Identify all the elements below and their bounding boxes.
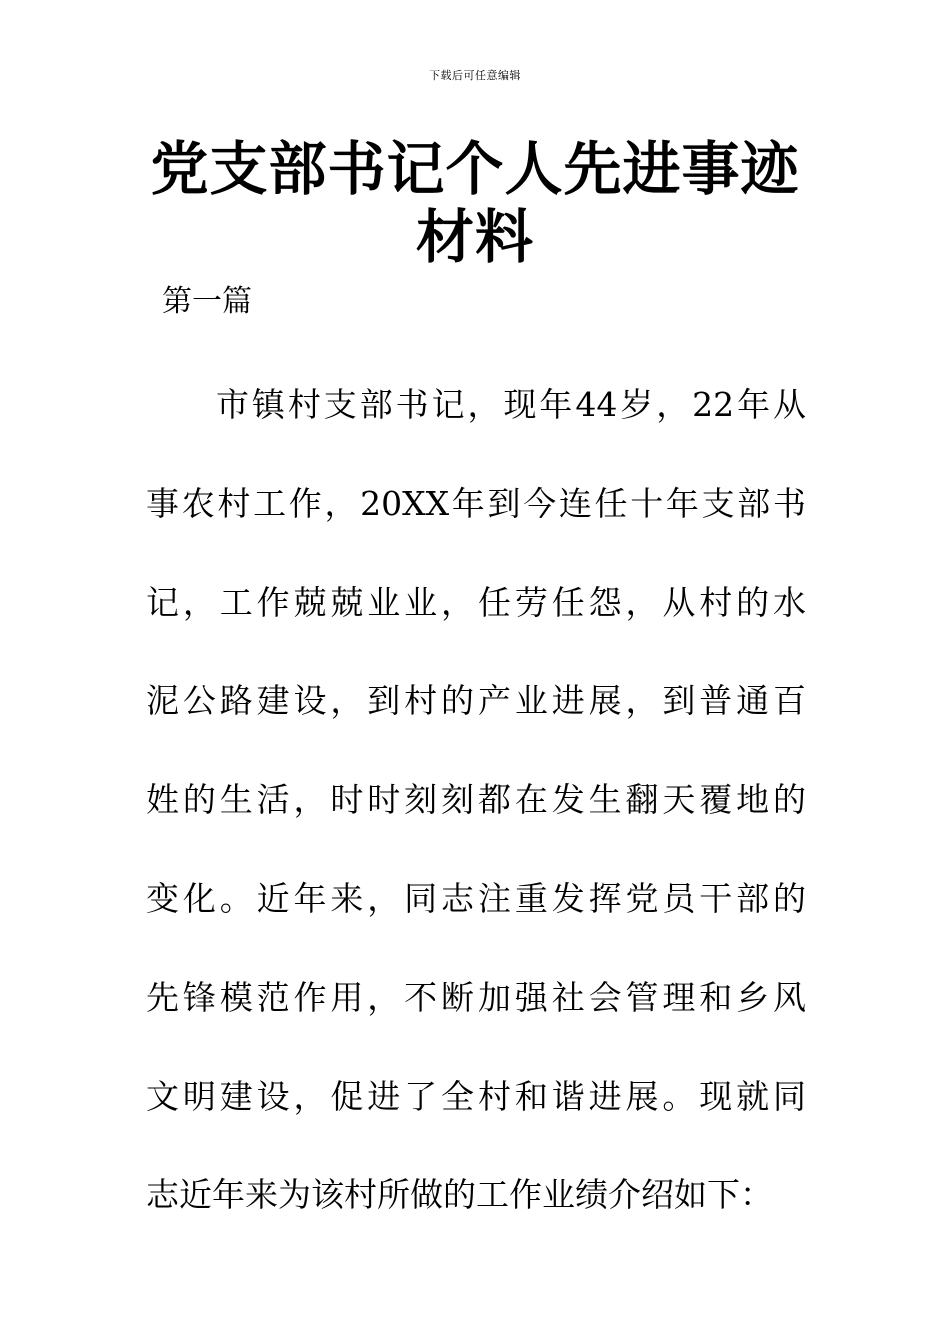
body-line: 文明建设，促进了全村和谐进展。现就同 [146,1076,806,1116]
document-title [120,135,830,271]
body-paragraph [146,380,806,1269]
body-line: 市镇村支部书记，现年44岁，22年从 [216,385,806,424]
body-line: 变化。近年来，同志注重发挥党员干部的 [146,878,806,918]
title-line-1: 党支部书记个人先进事迹 [150,135,800,203]
body-line: 记，工作兢兢业业，任劳任怨，从村的水 [146,582,806,622]
body-line: 先锋模范作用，不断加强社会管理和乡风 [146,977,806,1017]
body-line: 事农村工作，20XX年到今连任十年支部书 [146,483,806,523]
title-line-2: 材料 [415,203,534,271]
section-label: 第一篇 [162,284,252,319]
body-line: 志近年来为该村所做的工作业绩介绍如下： [146,1175,773,1215]
header-note: 下载后可任意编辑 [429,69,521,82]
body-line: 姓的生活，时时刻刻都在发生翻天覆地的 [146,780,806,820]
body-line: 泥公路建设，到村的产业进展，到普通百 [146,681,806,721]
